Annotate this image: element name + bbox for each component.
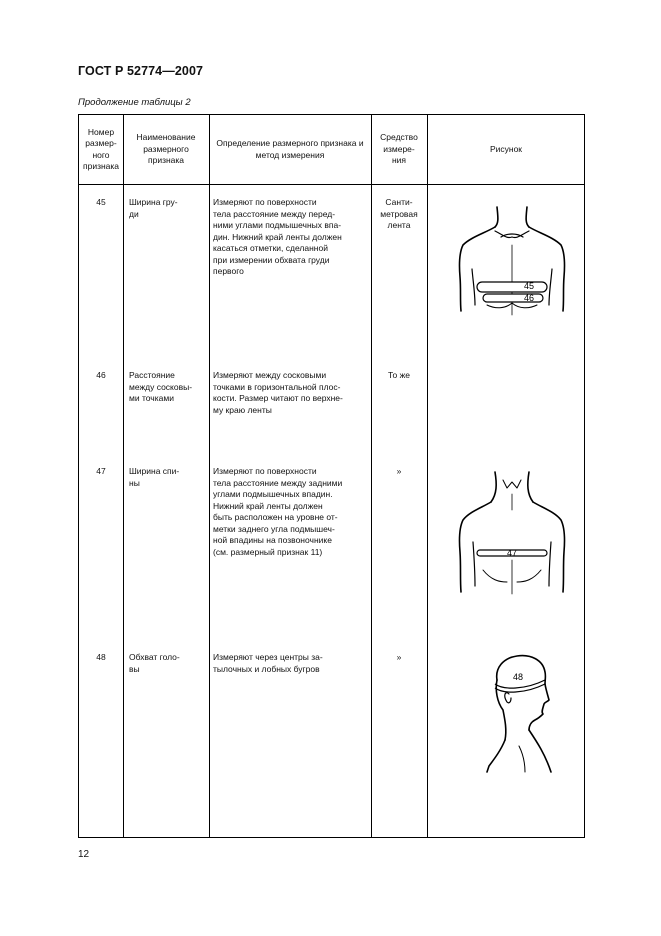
- measurement-table: [78, 114, 585, 838]
- header-tool: [371, 115, 427, 184]
- label-47: 47: [507, 548, 518, 558]
- row-48-number: 48: [96, 652, 106, 662]
- header-number: [79, 115, 123, 184]
- row-46-number: 46: [96, 370, 106, 380]
- row-47-definition: Измеряют по поверхности тела расстояние между задними углами подмышечных впадин. Нижний край ленты должен быть расположен на уровне от- метки заднего угла подмышеч- ной впадины на позвоночнике (см. размерный признак 11): [213, 466, 343, 557]
- row-45-number: 45: [96, 197, 106, 207]
- header-definition: [209, 115, 371, 184]
- page-number: 12: [78, 849, 90, 860]
- label-46: 46: [524, 293, 535, 303]
- row-48-name: Обхват голо- вы: [129, 652, 180, 674]
- row-47-tool: »: [396, 466, 402, 476]
- label-45: 45: [524, 281, 535, 291]
- header-definition-label: Определение размерного признака и метод измерения: [216, 138, 364, 160]
- header-divider: [79, 184, 584, 185]
- column-divider: [427, 115, 428, 837]
- table-caption: Продолжение таблицы 2: [78, 97, 191, 108]
- row-48-definition: Измеряют через центры за- тылочных и лобных бугров: [213, 652, 323, 674]
- header-number-label: Номер размер-ного признака: [82, 126, 120, 171]
- column-divider: [209, 115, 210, 837]
- column-divider: [123, 115, 124, 837]
- header-figure-label: Рисунок: [489, 143, 523, 154]
- header-name-label: Наименование размерного признака: [136, 132, 196, 166]
- header-name: [123, 115, 209, 184]
- row-46-name: Расстояние между сосковы- ми точками: [129, 370, 193, 403]
- document-title: ГОСТ Р 52774—2007: [78, 64, 204, 78]
- tape-45: [477, 282, 547, 292]
- row-46-tool: То же: [387, 370, 411, 380]
- chest-front-figure: [457, 205, 567, 335]
- row-47-number: 47: [96, 466, 106, 476]
- row-45-name: Ширина гру- ди: [129, 197, 178, 219]
- row-45-tool: Санти- метровая лента: [380, 197, 418, 230]
- row-48-tool: »: [396, 652, 402, 662]
- back-figure: [457, 470, 567, 600]
- header-tool-label: Средство измере-ния: [380, 132, 418, 166]
- row-47-name: Ширина спи- ны: [129, 466, 180, 488]
- row-45-definition: Измеряют по поверхности тела расстояние между перед- ними углами подмышечных впа- дин. Нижний край ленты должен касаться отметки, сделанной при измерении обхвата груди первого: [213, 197, 342, 276]
- label-48: 48: [513, 672, 524, 682]
- row-46-definition: Измеряют между сосковыми точками в горизонтальной плос- кости. Размер читают по верхне- му краю ленты: [213, 370, 343, 415]
- head-profile-figure: [485, 650, 565, 775]
- header-figure: [427, 115, 585, 184]
